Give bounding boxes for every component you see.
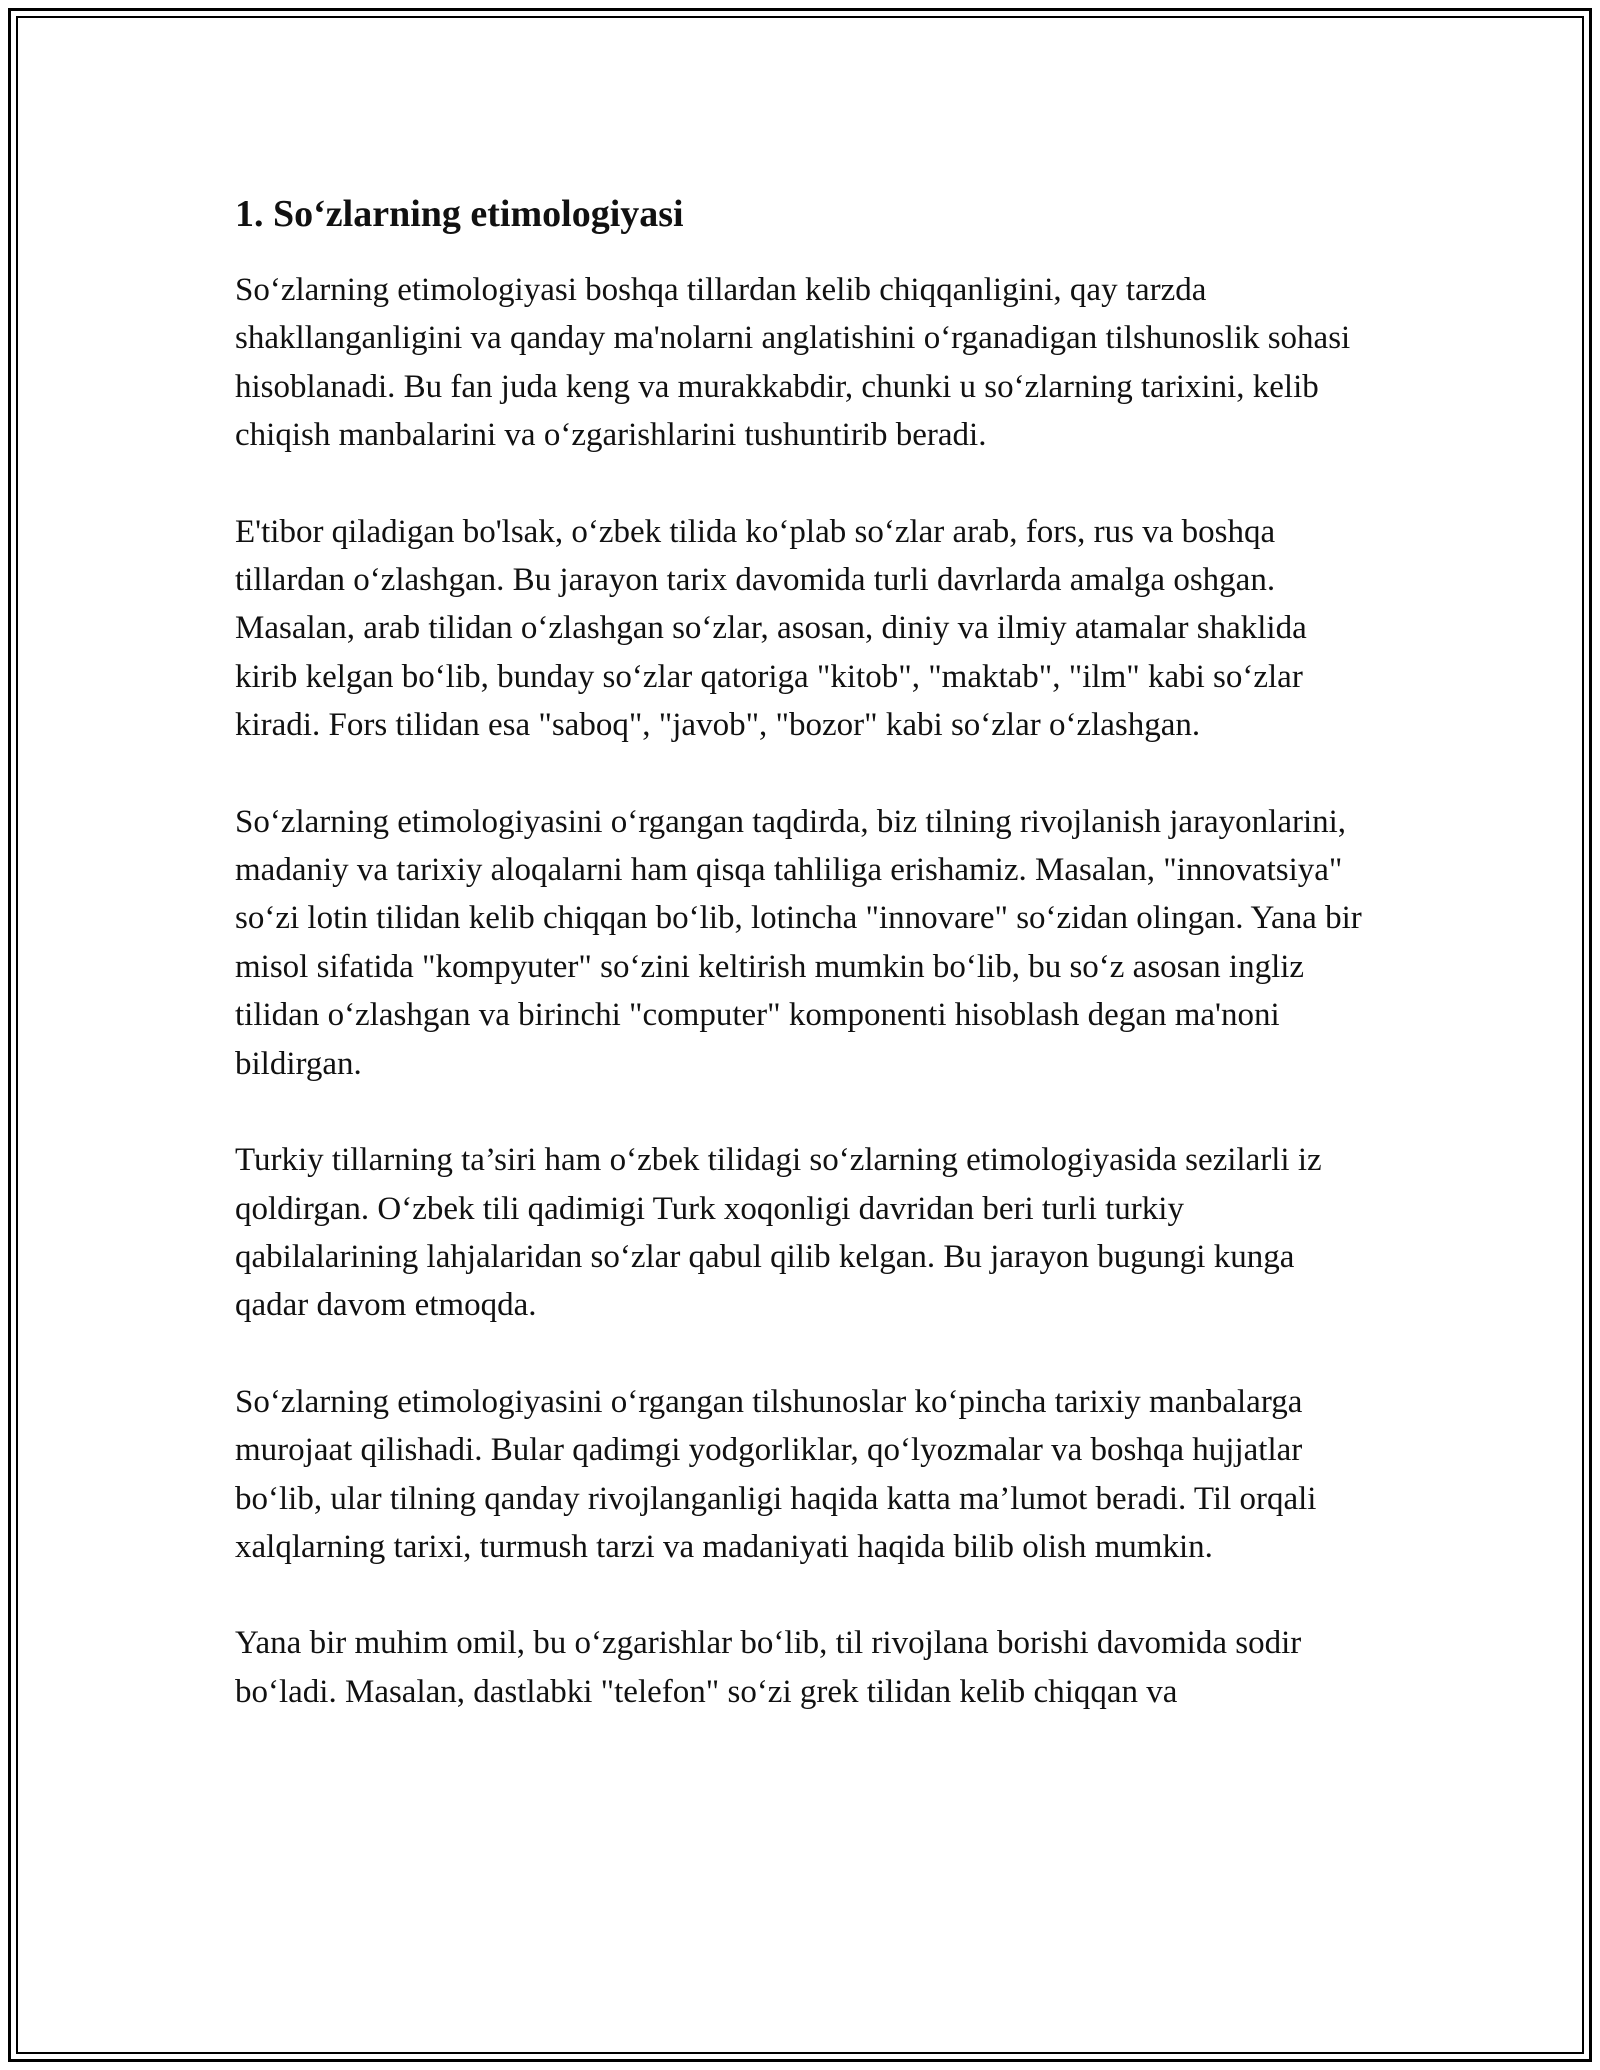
paragraph-5: So‘zlarning etimologiyasini o‘rgangan tilshunoslar ko‘pincha tarixiy manbalarga murojaat qilishadi. Bular qadimgi yodgorliklar, qo‘lyozmalar va boshqa hujjatlar bo‘lib, ular tilning qanday rivojlanganligi haqida katta ma’lumot beradi. Til orqali xalqlarning tarixi, turmush tarzi va madaniyati haqida bilib olish mumkin. — [235, 1383, 1317, 1565]
document-body — [235, 188, 1365, 1764]
paragraph-1: So‘zlarning etimologiyasi boshqa tillardan kelib chiqqanligini, qay tarzda shakllanganligini va qanday ma'nolarni anglatishini o‘rganadigan tilshunoslik sohasi hisoblanadi. Bu fan juda keng va murakkabdir, chunki u so‘zlarning tarixini, kelib chiqish manbalarini va o‘zgarishlarini tushuntirib beradi. — [235, 272, 1351, 454]
paragraph-2: E'tibor qiladigan bo'lsak, o‘zbek tilida ko‘plab so‘zlar arab, fors, rus va boshqa tillardan o‘zlashgan. Bu jarayon tarix davomida turli davrlarda amalga oshgan. Masalan, arab tilidan o‘zlashgan so‘zlar, asosan, diniy va ilmiy atamalar shaklida kirib kelgan bo‘lib, bunday so‘zlar qatoriga "kitob", "maktab", "ilm" kabi so‘zlar kiradi. Fors tilidan esa "saboq", "javob", "bozor" kabi so‘zlar o‘zlashgan. — [235, 513, 1307, 744]
paragraph-6: Yana bir muhim omil, bu o‘zgarishlar bo‘lib, til rivojlana borishi davomida sodir bo‘ladi. Masalan, dastlabki "telefon" so‘zi grek tilidan kelib chiqqan va — [235, 1625, 1302, 1710]
paragraph-4: Turkiy tillarning ta’siri ham o‘zbek tilidagi so‘zlarning etimologiyasida sezilarli iz qoldirgan. O‘zbek tili qadimigi Turk xoqonligi davridan beri turli turkiy qabilalarining lahjalaridan so‘zlar qabul qilib kelgan. Bu jarayon bugungi kunga qadar davom etmoqda. — [235, 1142, 1322, 1324]
section-heading: 1. So‘zlarning etimologiyasi — [235, 193, 684, 235]
paragraph-3: So‘zlarning etimologiyasini o‘rgangan taqdirda, biz tilning rivojlanish jarayonlarini, madaniy va tarixiy aloqalarni ham qisqa tahliliga erishamiz. Masalan, "innovatsiya" so‘zi lotin tilidan kelib chiqqan bo‘lib, lotincha "innovare" so‘zidan olingan. Yana bir misol sifatida "kompyuter" so‘zini keltirish mumkin bo‘lib, bu so‘z asosan ingliz tilidan o‘zlashgan va birinchi "computer" komponenti hisoblash degan ma'noni bildirgan. — [235, 803, 1362, 1082]
